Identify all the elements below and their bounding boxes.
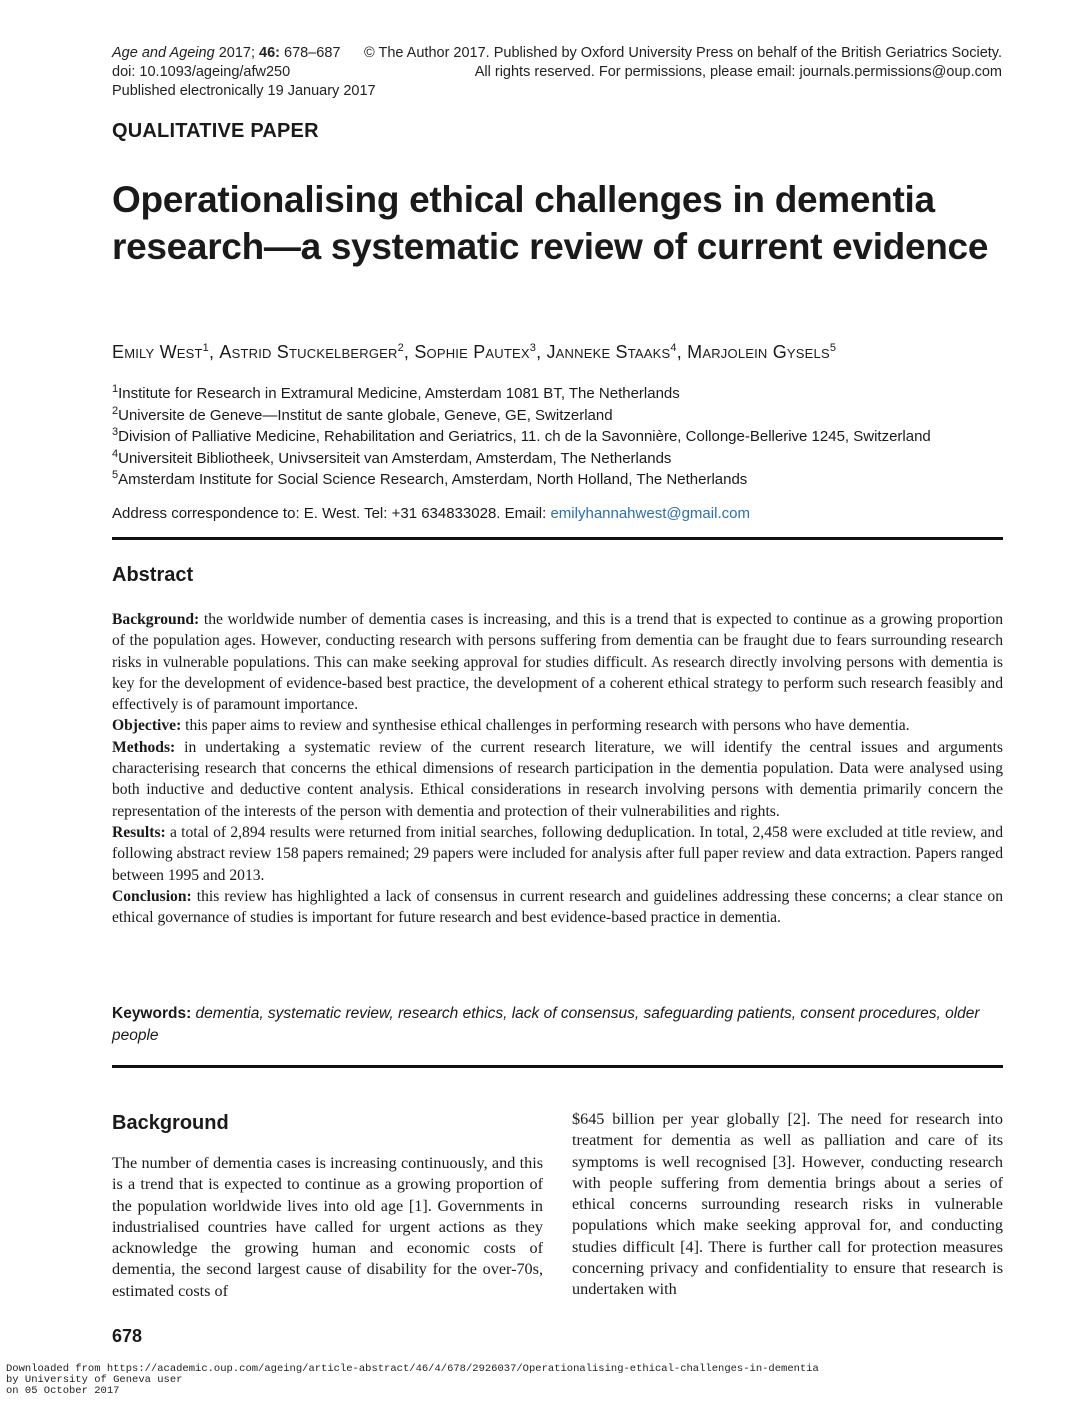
affiliation-text: Amsterdam Institute for Social Science Research, Amsterdam, North Holland, The Netherlands xyxy=(118,471,748,488)
abstract-background xyxy=(112,609,1003,715)
affiliation-text: Institute for Research in Extramural Medicine, Amsterdam 1081 BT, The Netherlands xyxy=(118,385,680,402)
background-heading: Background xyxy=(112,1112,229,1134)
published-date: Published electronically 19 January 2017 xyxy=(112,83,376,99)
author-sep: , xyxy=(208,342,220,362)
abstract-results-label: Results: xyxy=(112,823,166,841)
journal-volume: 46: xyxy=(259,45,280,61)
abstract-results-text: a total of 2,894 results were returned from initial searches, following deduplication. In total, 2,458 were excluded at title review, and following abstract review 158 papers remained; 29 papers were included for analysis after full paper review and data extraction. Papers ranged between 1995 and 2013. xyxy=(112,823,1003,884)
author-name: Emily West xyxy=(112,342,203,362)
download-date: on 05 October 2017 xyxy=(6,1384,120,1397)
abstract-body xyxy=(112,609,1003,928)
keywords-text: dementia, systematic review, research ethics, lack of consensus, safeguarding patients, consent procedures, older people xyxy=(112,1005,980,1044)
correspondence-text: Address correspondence to: E. West. Tel: +31 634833028. Email: xyxy=(112,505,551,522)
affiliation xyxy=(112,405,931,427)
abstract-heading: Abstract xyxy=(112,564,194,586)
body-paragraph: The number of dementia cases is increasing continuously, and this is a trend that is expected to continue as a growing proportion of the population worldwide lives into old age [1]. Governments in industrialised countries have called for urgent actions as they acknowledge the growing human and economic costs of dementia, the second largest cause of disability for the over-70s, estimated costs of xyxy=(112,1154,543,1300)
doi: doi: 10.1093/ageing/afw250 xyxy=(112,64,291,80)
author-name: Sophie Pautex xyxy=(414,342,530,362)
abstract-methods-label: Methods: xyxy=(112,738,176,756)
affiliation-number: 3 xyxy=(112,426,119,438)
journal-citation xyxy=(112,44,376,101)
abstract-methods xyxy=(112,737,1003,822)
abstract-objective-text: this paper aims to review and synthesise ethical challenges in performing research with persons who have dementia. xyxy=(181,717,910,735)
download-source-link[interactable]: Downloaded from https://academic.oup.com/ageing/article-abstract/46/4/678/2926037/Operationalising-ethical-challenges-in-dementia xyxy=(6,1363,819,1375)
journal-pages: 678–687 xyxy=(279,45,341,61)
affiliation-number: 5 xyxy=(112,469,119,481)
download-footer xyxy=(6,1364,819,1396)
affiliation-number: 1 xyxy=(112,383,119,395)
author-affil-mark: 1 xyxy=(202,342,209,354)
author-sep: , xyxy=(536,342,547,362)
author-name: Janneke Staaks xyxy=(546,342,671,362)
journal-name: Age and Ageing xyxy=(112,45,215,61)
abstract-conclusion-label: Conclusion: xyxy=(112,887,192,905)
affiliation xyxy=(112,383,931,405)
journal-year: 2017; xyxy=(214,45,260,61)
abstract-background-label: Background: xyxy=(112,611,200,628)
body-column-left xyxy=(112,1153,543,1302)
author-affil-mark: 3 xyxy=(529,342,537,354)
author-affil-mark: 5 xyxy=(829,342,837,354)
abstract-results xyxy=(112,822,1003,886)
abstract-methods-text: in undertaking a systematic review of the current research literature, we will identify the central issues and arguments characterising research that concerns the ethical dimensions of research participation in the dementia population. Data were analysed using both inductive and deductive content analysis. Ethical considerations in research involving persons with dementia primarily concern the representation of the interests of the person with dementia and protection of their vulnerabilities and rights. xyxy=(112,738,1003,820)
page-number: 678 xyxy=(112,1326,143,1346)
affiliation-number: 2 xyxy=(112,404,119,417)
body-paragraph: $645 billion per year globally [2]. The need for research into treatment for dementia as well as palliation and care of its symptoms is well recognised [3]. However, conducting research with people suffering from dementia brings about a series of ethical concerns surrounding research risks in vulnerable populations which make seeking approval for, and conducting studies difficult [4]. There is further call for protection measures concerning privacy and confidentiality to ensure that research is undertaken with xyxy=(572,1110,1003,1299)
download-user: by University of Geneva user xyxy=(6,1373,183,1386)
affiliation-text: Universite de Geneve—Institut de sante globale, Geneve, GE, Switzerland xyxy=(118,406,613,424)
author-name: Marjolein Gysels xyxy=(687,342,830,362)
keywords-label: Keywords: xyxy=(112,1005,192,1022)
author-sep: , xyxy=(676,342,688,362)
affiliation-number: 4 xyxy=(112,447,119,460)
rights-line: All rights reserved. For permissions, please email: journals.permissions@oup.com xyxy=(474,64,1002,80)
abstract-background-text: the worldwide number of dementia cases is increasing, and this is a trend that is expected to continue as a growing proportion of the population ages. However, conducting research with persons suffering from dementia can be fraught due to fears surrounding research risks in vulnerable populations. This can make seeking approval for studies difficult. As research directly involving persons with dementia is key for the development of evidence-based best practice, the development of a coherent ethical strategy to perform such research feasibly and effectively is of paramount importance. xyxy=(112,611,1003,714)
affiliation xyxy=(112,448,931,470)
affiliation-text: Universiteit Bibliotheek, Univsersiteit van Amsterdam, Amsterdam, The Netherlands xyxy=(118,449,672,467)
author-sep: , xyxy=(403,342,415,362)
affiliation-list xyxy=(112,383,931,491)
keywords xyxy=(112,1003,1003,1047)
author-list xyxy=(112,340,836,364)
top-divider xyxy=(112,537,1003,540)
copyright-notice xyxy=(364,44,1002,82)
author-affil-mark: 2 xyxy=(397,342,404,354)
copyright-line: © The Author 2017. Published by Oxford University Press on behalf of the British Geriatrics Society. xyxy=(364,45,1002,61)
affiliation-text: Division of Palliative Medicine, Rehabilitation and Geriatrics, 11. ch de la Savonnière, Collonge-Bellerive 1245, Switzerland xyxy=(118,428,931,445)
bottom-divider xyxy=(112,1065,1003,1068)
affiliation xyxy=(112,469,931,491)
paper-title: Operationalising ethical challenges in dementia research—a systematic review of current evidence xyxy=(112,179,989,267)
abstract-objective xyxy=(112,715,1003,736)
abstract-conclusion-text: this review has highlighted a lack of consensus in current research and guidelines addressing these concerns; a clear stance on ethical governance of studies is important for future research and best evidence-based practice in dementia. xyxy=(112,887,1003,927)
abstract-conclusion xyxy=(112,886,1003,929)
affiliation xyxy=(112,426,931,448)
section-label: QUALITATIVE PAPER xyxy=(112,120,319,142)
abstract-objective-label: Objective: xyxy=(112,717,182,735)
correspondence-email-link[interactable]: emilyhannahwest@gmail.com xyxy=(550,505,750,522)
author-affil-mark: 4 xyxy=(670,342,677,354)
correspondence xyxy=(112,503,750,524)
author-name: Astrid Stuckelberger xyxy=(219,342,398,362)
body-column-right xyxy=(572,1109,1003,1301)
